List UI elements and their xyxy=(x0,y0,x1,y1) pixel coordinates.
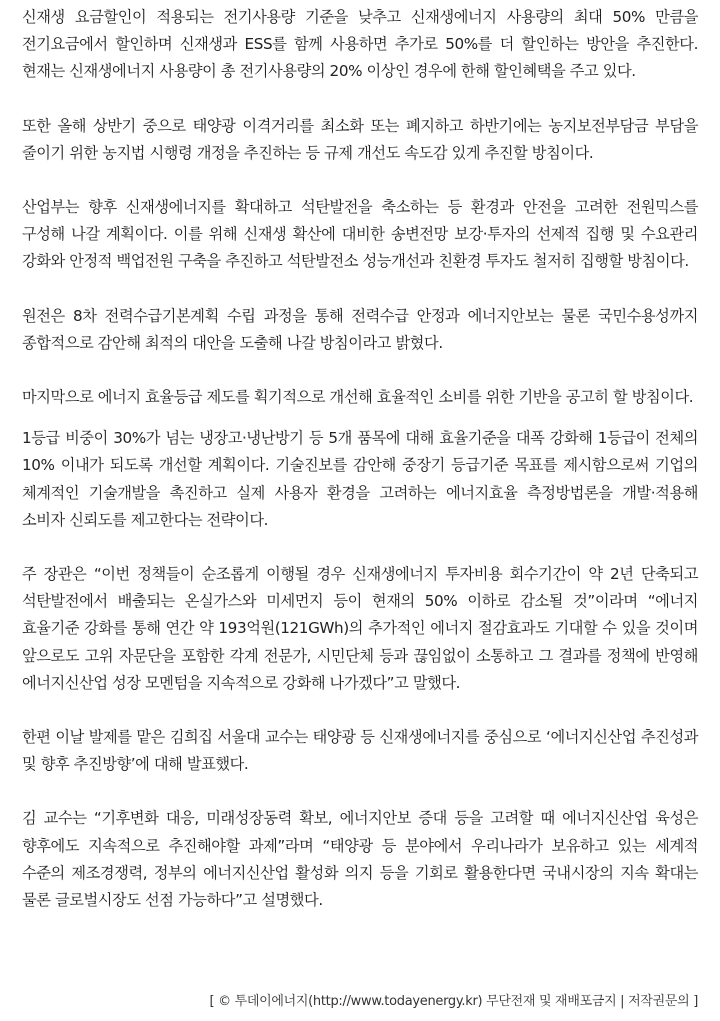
article-paragraph: 신재생 요금할인이 적용되는 전기사용량 기준을 낮추고 신재생에너지 사용량의 최대 50% 만큼을 전기요금에서 할인하며 신재생과 ESS를 함께 사용하면 추가로 50%를 더 할인하는 방안을 추진한다. 현재는 신재생에너지 사용량이 총 전기사용량의 20% 이상인 경우에 한해 할인혜택을 주고 있다. xyxy=(22,8,698,81)
article-paragraph: 원전은 8차 전력수급기본계획 수립 과정을 통해 전력수급 안정과 에너지안보는 물론 국민수용성까지 종합적으로 감안해 최적의 대안을 도출해 나갈 방침이라고 밝혔다. xyxy=(22,306,698,352)
copyright-notice: [ © 투데이에너지(http://www.todayenergy.kr) 무단전재 및 재배포금지 | 저작권문의 ] xyxy=(209,994,698,1009)
article-paragraph: 마지막으로 에너지 효율등급 제도를 획기적으로 개선해 효율적인 소비를 위한 기반을 공고히 할 방침이다. xyxy=(22,388,694,407)
article-body xyxy=(22,4,698,941)
article-paragraph: 주 장관은 “이번 정책들이 순조롭게 이행될 경우 신재생에너지 투자비용 회수기간이 약 2년 단축되고 석탄발전에서 배출되는 온실가스와 미세먼지 등이 현재의 50% 이하로 감소될 것”이라며 “에너지 효율기준 강화를 통해 연간 약 193억원(121GWh)의 추가적인 에너지 절감효과도 기대할 수 있을 것이며 앞으로도 고위 자문단을 포함한 각계 전문가, 시민단체 등과 끊임없이 소통하고 그 결과를 정책에 반영해 에너지신산업 성장 모멘텀을 지속적으로 강화해 나가겠다”고 말했다. xyxy=(22,565,698,692)
article-paragraph: 1등급 비중이 30%가 넘는 냉장고·냉난방기 등 5개 품목에 대해 효율기준을 대폭 강화해 1등급이 전체의 10% 이내가 되도록 개선할 계획이다. 기술진보를 감안해 중장기 등급기준 목표를 제시함으로써 기업의 체계적인 기술개발을 촉진하고 실제 사용자 환경을 고려하는 에너지효율 측정방법론을 개발·적용해 소비자 신뢰도를 제고한다는 전략이다. xyxy=(22,429,698,529)
article-paragraph: 또한 올해 상반기 중으로 태양광 이격거리를 최소화 또는 폐지하고 하반기에는 농지보전부담금 부담을 줄이기 위한 농지법 시행령 개정을 추진하는 등 규제 개선도 속도감 있게 추진할 방침이다. xyxy=(22,116,698,162)
article-paragraph: 산업부는 향후 신재생에너지를 확대하고 석탄발전을 축소하는 등 환경과 안전을 고려한 전원믹스를 구성해 나갈 계획이다. 이를 위해 신재생 확산에 대비한 송변전망 보강·투자의 선제적 집행 및 수요관리 강화와 안정적 백업전원 구축을 추진하고 석탄발전소 성능개선과 친환경 투자도 철저히 집행할 방침이다. xyxy=(22,198,698,271)
article-paragraph: 한편 이날 발제를 맡은 김희집 서울대 교수는 태양광 등 신재생에너지를 중심으로 ‘에너지신산업 추진성과 및 향후 추진방향’에 대해 발표했다. xyxy=(22,728,698,774)
article-paragraph: 김 교수는 “기후변화 대응, 미래성장동력 확보, 에너지안보 증대 등을 고려할 때 에너지신산업 육성은 향후에도 지속적으로 추진해야할 과제”라며 “태양광 등 분야에서 우리나라가 보유하고 있는 세계적 수준의 제조경쟁력, 정부의 에너지신산업 활성화 의지 등을 기회로 활용한다면 국내시장의 지속 확대는 물론 글로벌시장도 선점 가능하다”고 설명했다. xyxy=(22,809,698,910)
